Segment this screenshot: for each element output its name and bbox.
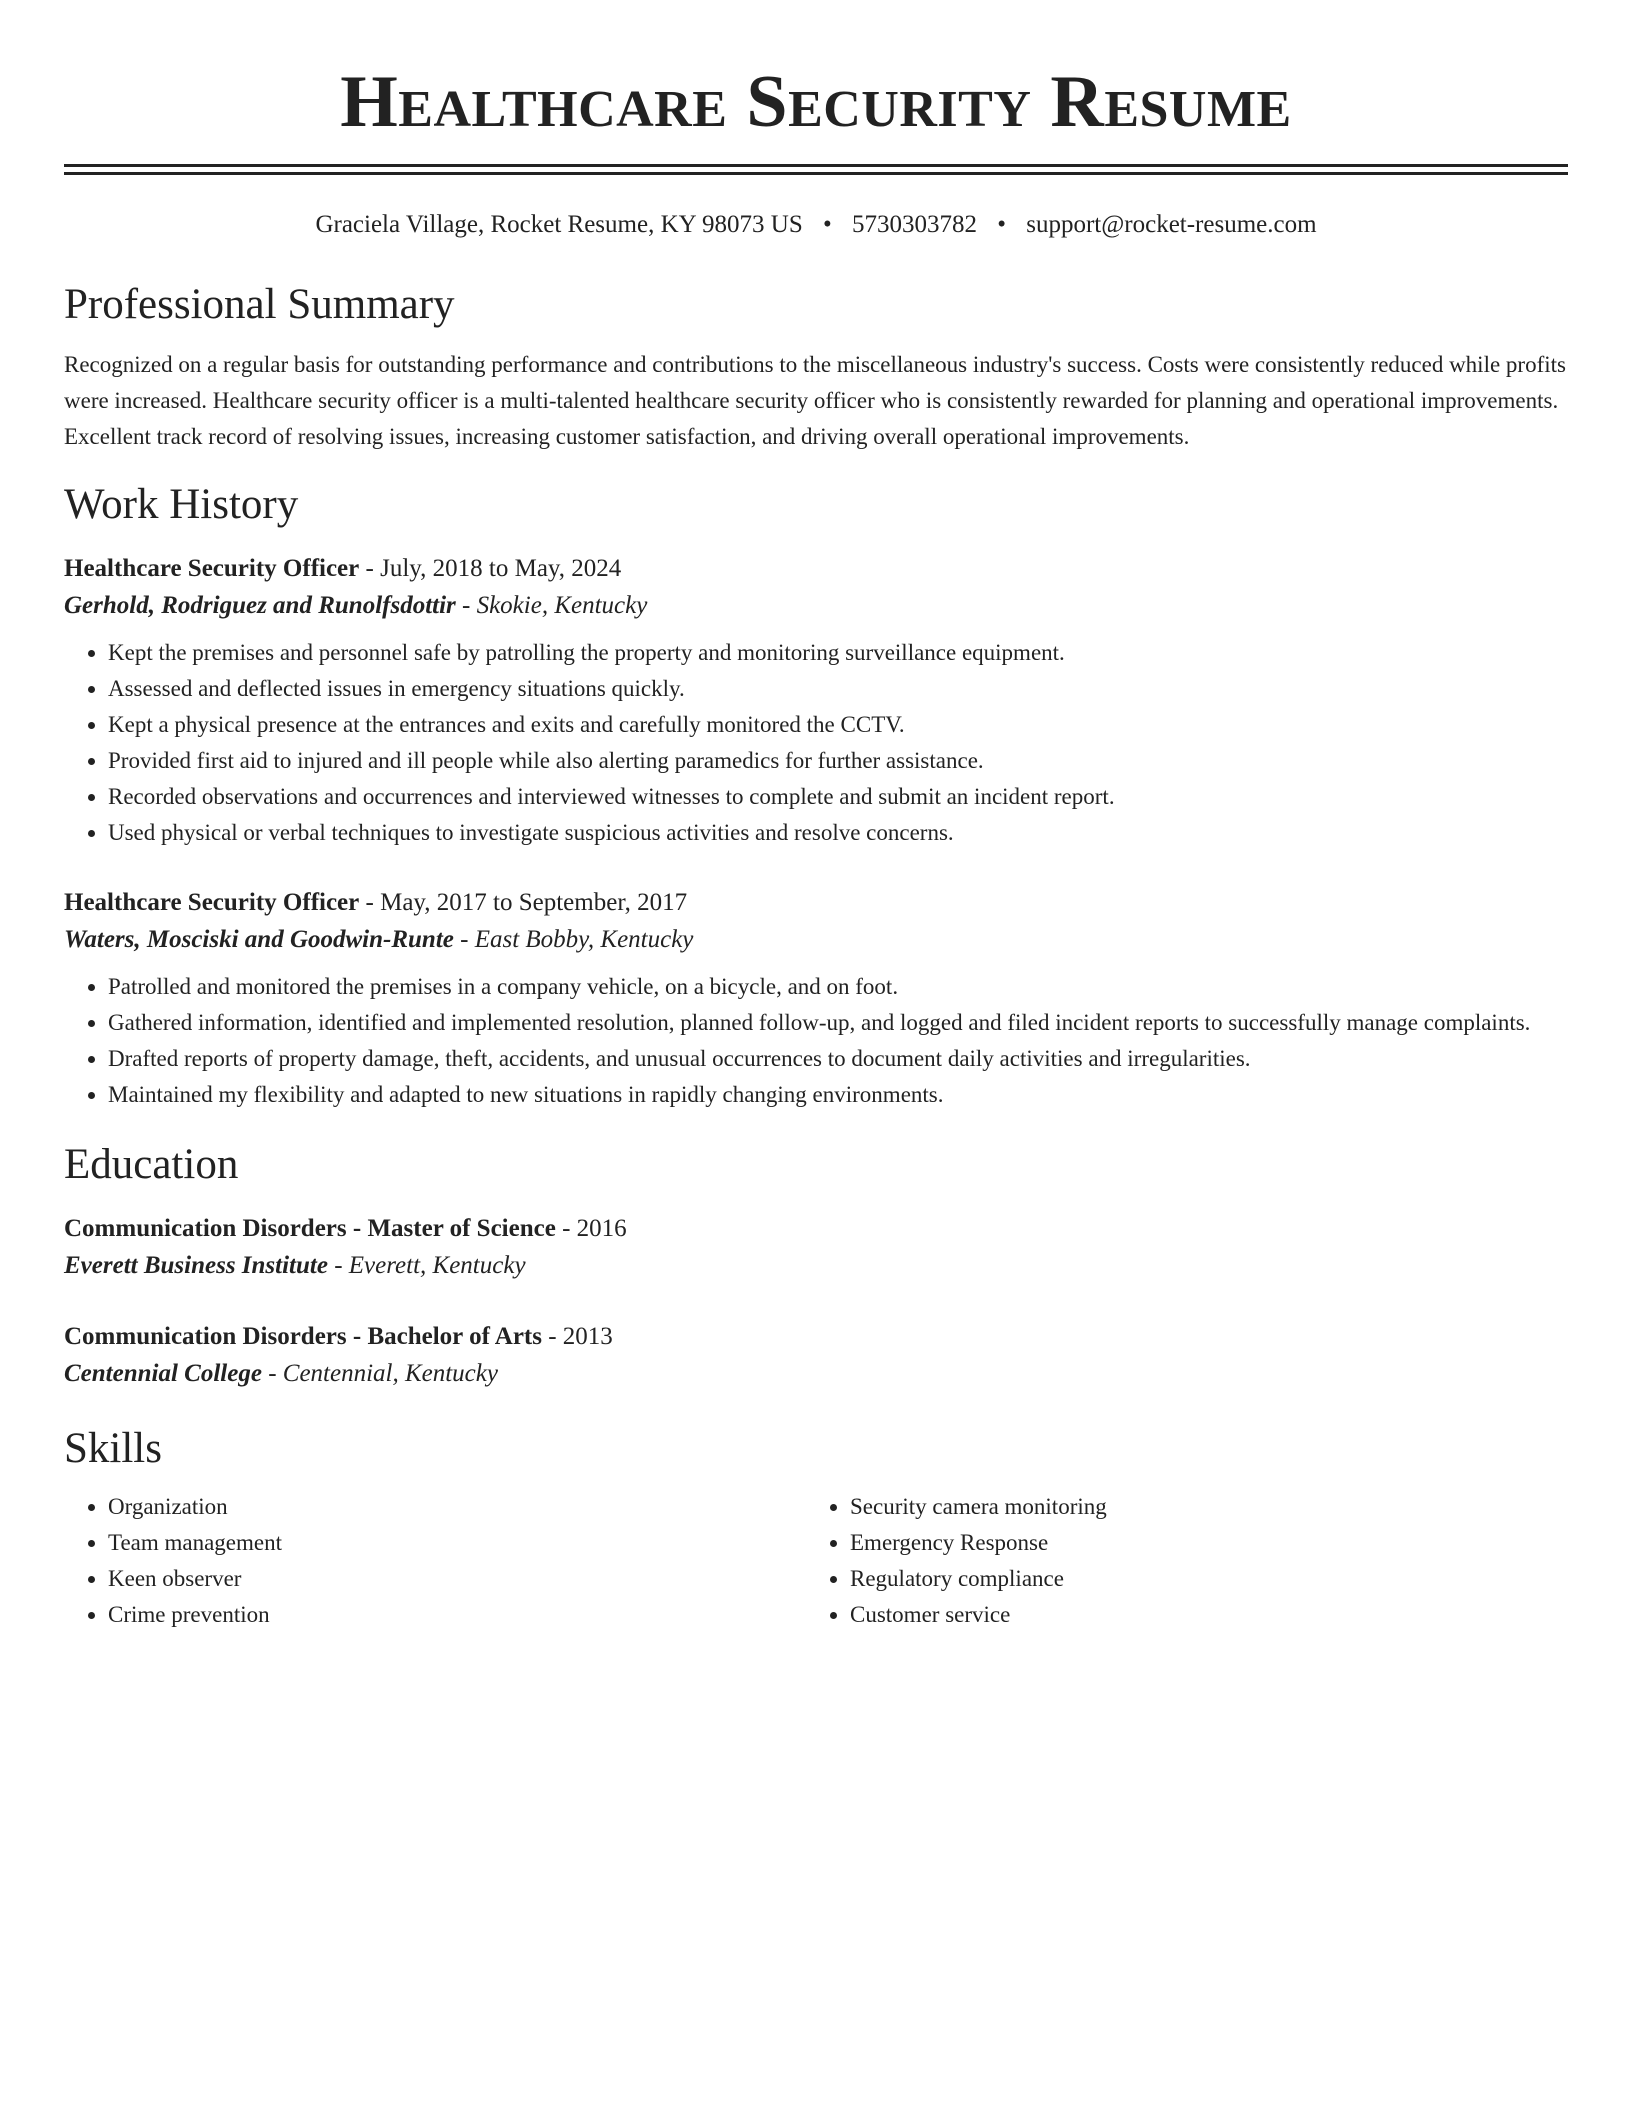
school-name: Everett Business Institute (64, 1252, 328, 1279)
skills-columns (64, 1489, 1568, 1633)
job-bullet: • Drafted reports of property damage, theft, accidents, and unusual occurrences to document daily activities and irregularities. (108, 1041, 1568, 1077)
contact-address: Graciela Village, Rocket Resume, KY 98073 US (315, 211, 803, 238)
job-bullet: • Recorded observations and occurrences and interviewed witnesses to complete and submit an incident report. (108, 779, 1568, 815)
job-bullet: • Provided first aid to injured and ill people while also alerting paramedics for further assistance. (108, 743, 1568, 779)
job-bullets (64, 635, 1568, 851)
company-line (64, 587, 1568, 625)
degree-year: - 2016 (555, 1215, 627, 1242)
summary-heading: Professional Summary (64, 281, 455, 328)
skill-item: • Customer service (850, 1597, 1548, 1633)
title-divider (64, 164, 1568, 175)
job-title-line (64, 551, 1568, 587)
school-location: - Centennial, Kentucky (261, 1360, 498, 1387)
education-heading: Education (64, 1141, 239, 1188)
school-line (64, 1247, 1568, 1285)
skill-item: • Regulatory compliance (850, 1561, 1548, 1597)
company-location: - Skokie, Kentucky (455, 592, 648, 619)
skill-item: • Crime prevention (108, 1597, 806, 1633)
job-dates: - May, 2017 to September, 2017 (359, 889, 688, 916)
company-location: - East Bobby, Kentucky (453, 926, 694, 953)
degree-name: Communication Disorders - Bachelor of Arts (64, 1323, 542, 1350)
contact-separator: • (822, 211, 832, 238)
contact-line (64, 209, 1568, 241)
school-name: Centennial College (64, 1360, 262, 1387)
skills-list-right (806, 1489, 1548, 1633)
skill-item: • Keen observer (108, 1561, 806, 1597)
job-title-line (64, 885, 1568, 921)
job-bullet: • Gathered information, identified and implemented resolution, planned follow-up, and logged and filed incident reports to successfully manage complaints. (108, 1005, 1568, 1041)
resume-page (64, 0, 1568, 1633)
company-line (64, 921, 1568, 959)
degree-year: - 2013 (541, 1323, 613, 1350)
degree-line (64, 1211, 1568, 1247)
job-bullet: • Maintained my flexibility and adapted to new situations in rapidly changing environments. (108, 1077, 1568, 1113)
contact-separator: • (997, 211, 1006, 238)
skill-item: • Security camera monitoring (850, 1489, 1548, 1525)
job-bullet: • Kept the premises and personnel safe by patrolling the property and monitoring surveillance equipment. (108, 635, 1568, 671)
degree-line (64, 1319, 1568, 1355)
skill-item: • Organization (108, 1489, 806, 1525)
degree-name: Communication Disorders - Master of Science (64, 1215, 556, 1242)
skill-item: • Team management (108, 1525, 806, 1561)
work-history-heading: Work History (64, 481, 299, 528)
school-line (64, 1355, 1568, 1393)
job-bullet: • Patrolled and monitored the premises in a company vehicle, on a bicycle, and on foot. (108, 969, 1568, 1005)
skills-list-left (64, 1489, 806, 1633)
education-entry (64, 1211, 1568, 1285)
company-name: Waters, Mosciski and Goodwin-Runte (64, 926, 454, 953)
job-title: Healthcare Security Officer (64, 555, 360, 582)
job-dates: - July, 2018 to May, 2024 (359, 555, 622, 582)
job-bullets (64, 969, 1568, 1113)
skill-item: • Emergency Response (850, 1525, 1548, 1561)
job-title: Healthcare Security Officer (64, 889, 360, 916)
company-name: Gerhold, Rodriguez and Runolfsdottir (64, 592, 456, 619)
school-location: - Everett, Kentucky (327, 1252, 526, 1279)
resume-title: Healthcare Security Resume (340, 61, 1292, 143)
contact-phone: 5730303782 (851, 211, 977, 238)
education-entry (64, 1319, 1568, 1393)
job-bullet: • Kept a physical presence at the entrances and exits and carefully monitored the CCTV. (108, 707, 1568, 743)
job-bullet: • Assessed and deflected issues in emergency situations quickly. (108, 671, 1568, 707)
job-entry (64, 551, 1568, 851)
job-entry (64, 885, 1568, 1113)
contact-email: support@rocket-resume.com (1026, 211, 1317, 238)
skills-heading: Skills (64, 1425, 162, 1472)
summary-text: Recognized on a regular basis for outstanding performance and contributions to the miscellaneous industry's success. Costs were consistently reduced while profits were increased. Healthcare security officer is a multi-talented healthcare security officer who is consistently rewarded for planning and operational improvements. Excellent track record of resolving issues, increasing customer satisfaction, and driving overall operational improvements. (64, 352, 1566, 449)
job-bullet: • Used physical or verbal techniques to investigate suspicious activities and resolve concerns. (108, 815, 1568, 851)
